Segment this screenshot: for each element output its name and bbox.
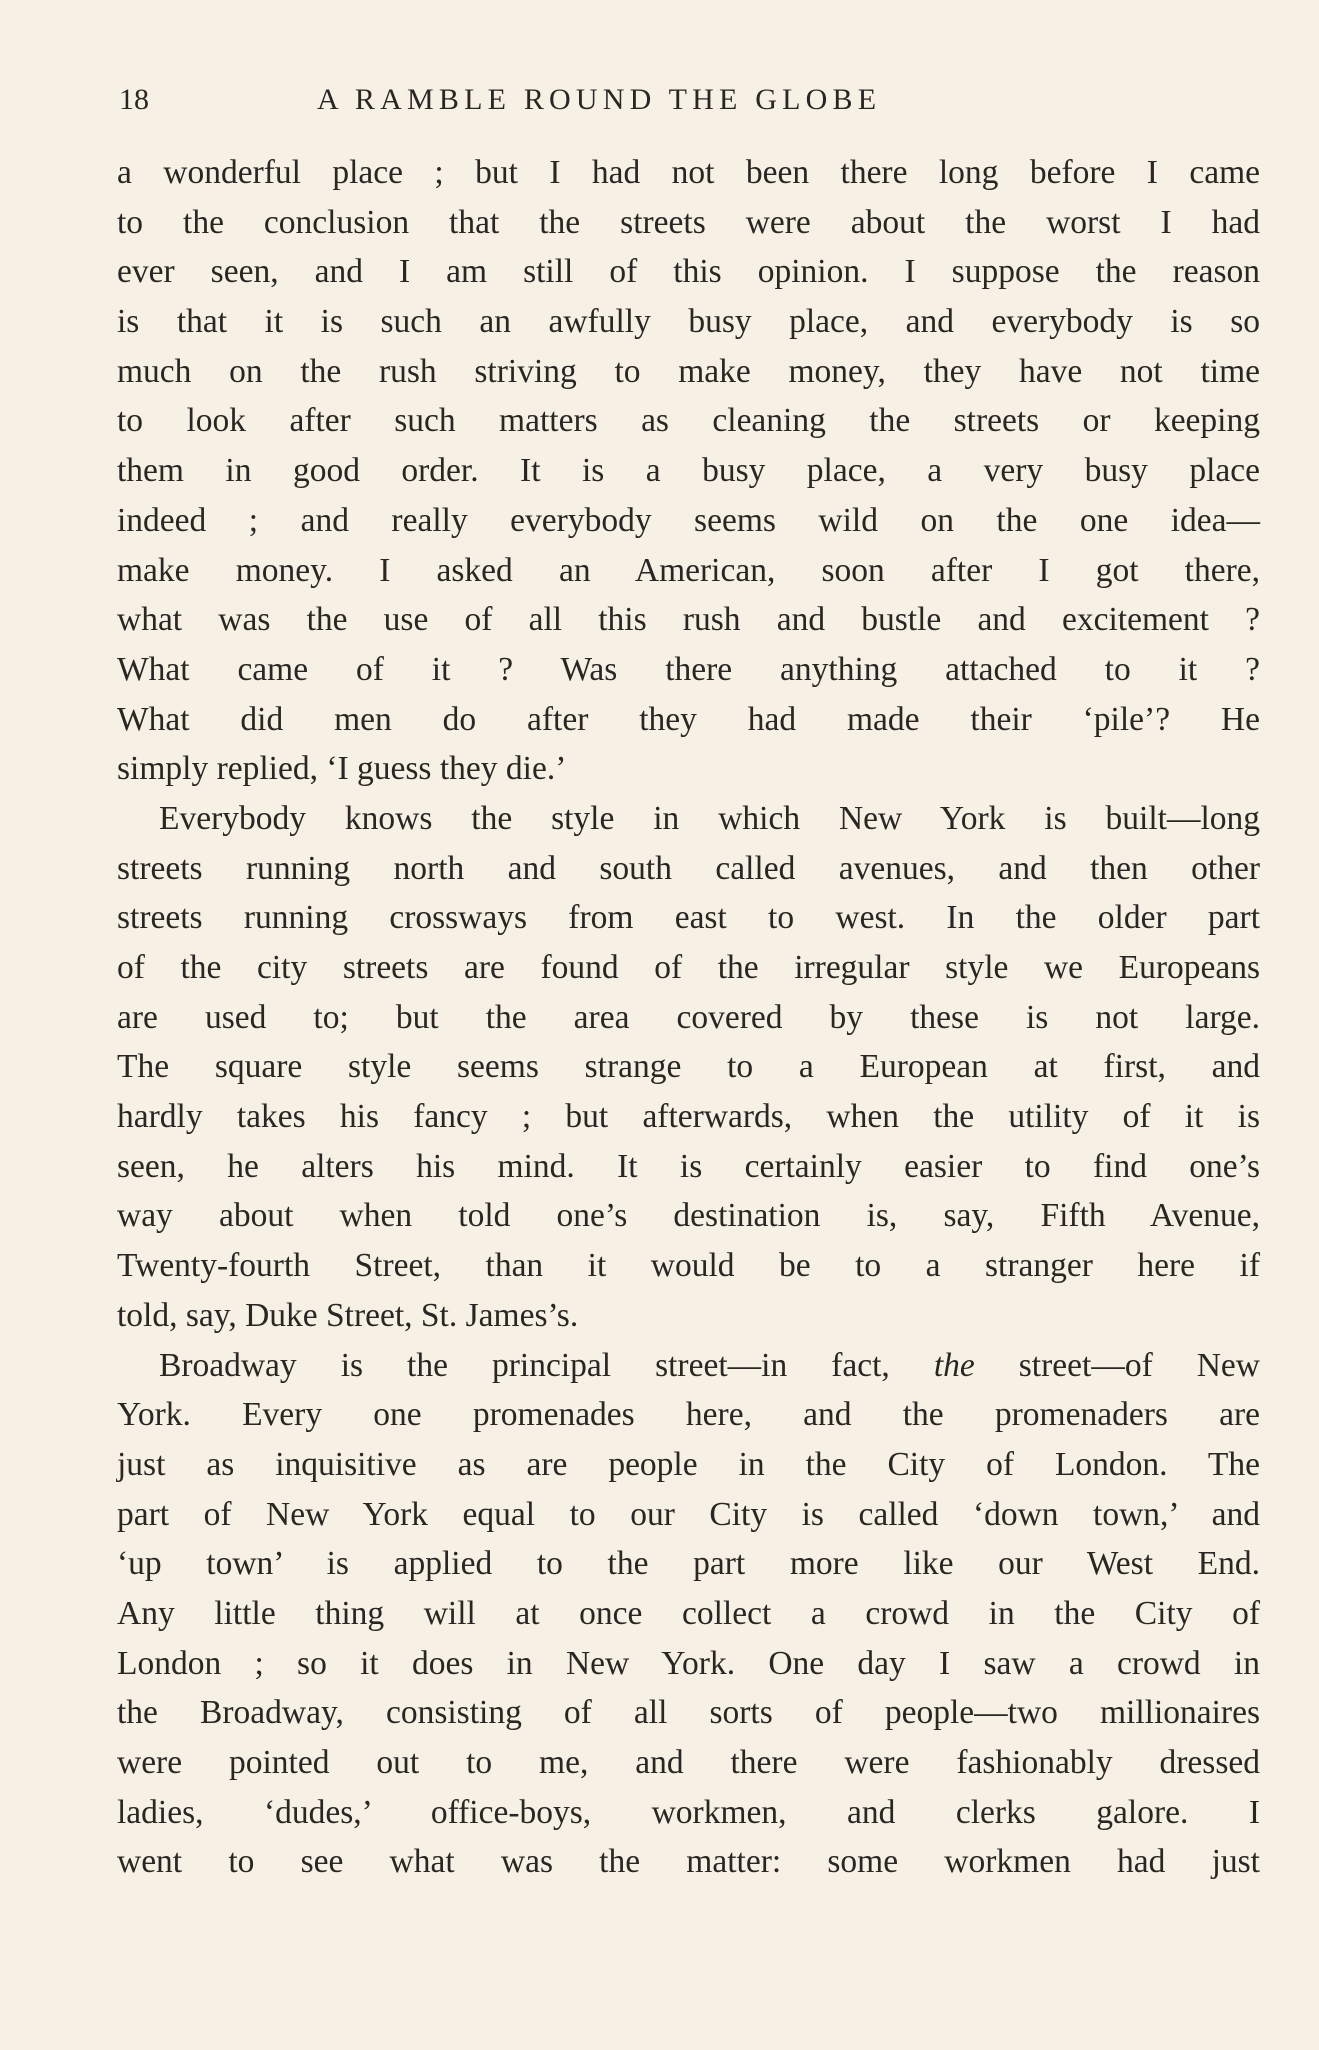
body-text — [117, 148, 1260, 1887]
text-line-30: Any little thing will at once collect a crowd in the City of — [117, 1594, 1260, 1632]
text-line-13: simply replied, ‘I guess they die.’ — [117, 750, 567, 788]
page-number: 18 — [119, 83, 149, 116]
text-line-27: just as inquisitive as are people in the City of London. The — [117, 1445, 1260, 1483]
text-line-31: London ; so it does in New York. One day I saw a crowd in — [117, 1644, 1260, 1682]
text-line-11: What came of it ? Was there anything attached to it ? — [117, 650, 1260, 688]
text-line-34: ladies, ‘dudes,’ office-boys, workmen, and clerks galore. I — [117, 1793, 1260, 1831]
text-line-8: indeed ; and really everybody seems wild on the one idea— — [117, 501, 1260, 539]
text-line-18: are used to; but the area covered by these is not large. — [117, 998, 1260, 1036]
text-line-24: told, say, Duke Street, St. James’s. — [117, 1296, 579, 1334]
running-head — [119, 78, 1259, 122]
text-line-6: to look after such matters as cleaning the streets or keeping — [117, 402, 1260, 440]
italic-word: the — [933, 1346, 975, 1384]
text-line-22: way about when told one’s destination is, say, Fifth Avenue, — [117, 1197, 1260, 1235]
text-line-10: what was the use of all this rush and bustle and excitement ? — [117, 601, 1260, 639]
text-line-26: York. Every one promenades here, and the promenaders are — [117, 1396, 1260, 1434]
text-line-25 — [117, 1341, 1260, 1391]
text-line-25-part-2: street—of New — [974, 1346, 1260, 1384]
text-line-33: were pointed out to me, and there were fashionably dressed — [117, 1744, 1260, 1781]
text-line-5: much on the rush striving to make money, they have not time — [117, 352, 1260, 390]
text-line-35: went to see what was the matter: some workmen had just — [117, 1843, 1260, 1881]
text-line-12: What did men do after they had made their ‘pile’? He — [117, 700, 1260, 738]
text-line-17: of the city streets are found of the irregular style we Europeans — [117, 949, 1260, 986]
text-line-16: streets running crossways from east to west. In the older part — [117, 899, 1260, 937]
text-line-25-part-1: Broadway is the principal street—in fact, — [159, 1346, 934, 1384]
text-line-32: the Broadway, consisting of all sorts of people—two millionaires — [117, 1694, 1260, 1732]
text-line-2: to the conclusion that the streets were about the worst I had — [117, 203, 1260, 241]
text-line-4: is that it is such an awfully busy place, and everybody is so — [117, 303, 1260, 341]
text-line-19: The square style seems strange to a European at first, and — [117, 1048, 1260, 1086]
text-line-28: part of New York equal to our City is called ‘down town,’ and — [117, 1495, 1260, 1533]
text-line-15: streets running north and south called avenues, and then other — [117, 849, 1260, 887]
text-line-14: Everybody knows the style in which New York is built—long — [159, 799, 1260, 837]
running-title: A RAMBLE ROUND THE GLOBE — [317, 83, 882, 116]
text-line-29: ‘up town’ is applied to the part more like our West End. — [117, 1545, 1260, 1583]
text-line-3: ever seen, and I am still of this opinion. I suppose the reason — [117, 253, 1260, 291]
text-line-21: seen, he alters his mind. It is certainly easier to find one’s — [117, 1147, 1260, 1185]
text-line-20: hardly takes his fancy ; but afterwards, when the utility of it is — [117, 1098, 1260, 1136]
text-line-7: them in good order. It is a busy place, a very busy place — [117, 452, 1260, 490]
text-line-1: a wonderful place ; but I had not been there long before I came — [117, 154, 1260, 191]
text-line-9: make money. I asked an American, soon after I got there, — [117, 551, 1260, 589]
text-line-23: Twenty-fourth Street, than it would be to a stranger here if — [117, 1247, 1260, 1285]
